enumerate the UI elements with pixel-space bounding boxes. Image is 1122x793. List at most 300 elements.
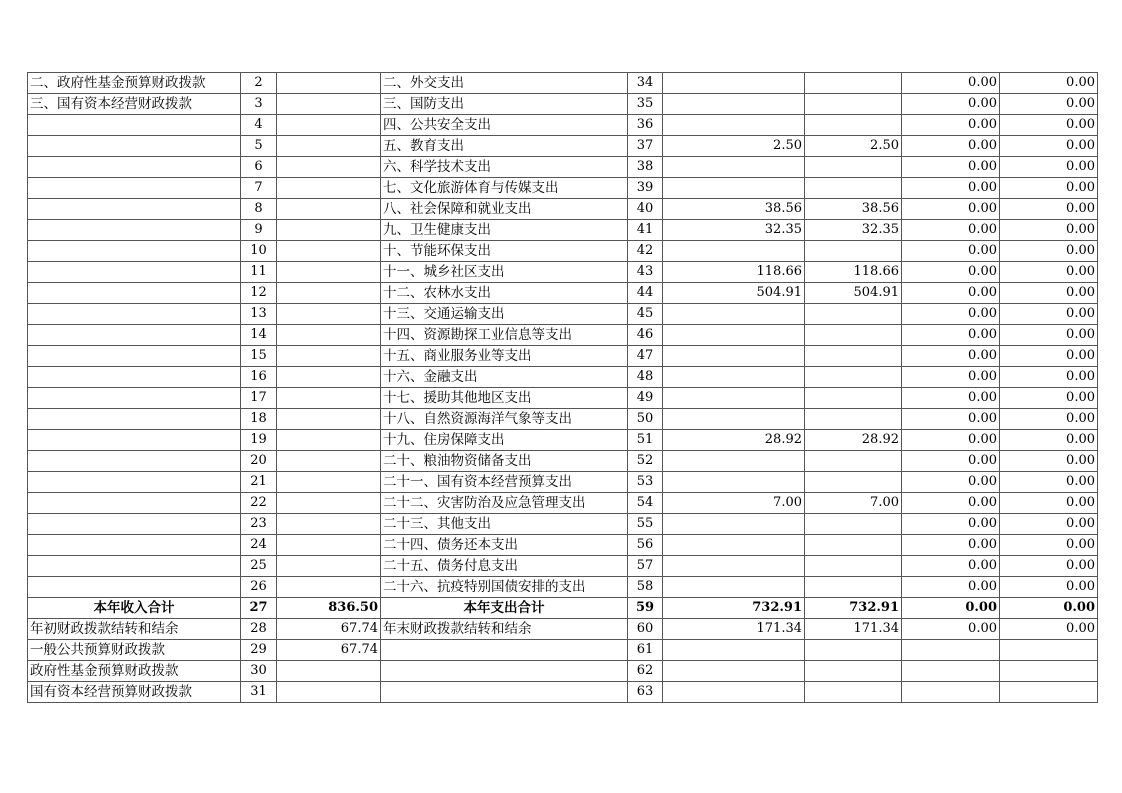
table-row: [28, 598, 1098, 619]
expense-row-number: 54: [628, 493, 663, 514]
expense-general-budget-amount: 32.35: [805, 220, 902, 241]
expense-item-label: 二十三、其他支出: [381, 514, 628, 535]
expense-item-label: 十三、交通运输支出: [381, 304, 628, 325]
income-amount: [277, 262, 381, 283]
expense-row-number: 34: [628, 73, 663, 94]
income-amount: [277, 493, 381, 514]
expense-total-amount: 504.91: [663, 283, 805, 304]
expense-item-label: 二十四、债务还本支出: [381, 535, 628, 556]
income-row-number: 17: [241, 388, 277, 409]
expense-row-number: 58: [628, 577, 663, 598]
income-item-label: 年初财政拨款结转和结余: [28, 619, 241, 640]
expense-item-label: 二十一、国有资本经营预算支出: [381, 472, 628, 493]
income-amount: [277, 346, 381, 367]
table-row: [28, 241, 1098, 262]
income-amount: [277, 157, 381, 178]
table-row: [28, 367, 1098, 388]
table-row: [28, 73, 1098, 94]
expense-total-amount: [663, 73, 805, 94]
expense-item-label: 十六、金融支出: [381, 367, 628, 388]
expense-fund-budget-amount: [902, 682, 1000, 703]
expense-total-amount: 32.35: [663, 220, 805, 241]
expense-total-amount: 732.91: [663, 598, 805, 619]
income-item-label: [28, 157, 241, 178]
expense-state-capital-amount: 0.00: [1000, 514, 1098, 535]
expense-fund-budget-amount: 0.00: [902, 304, 1000, 325]
income-amount: [277, 409, 381, 430]
income-row-number: 23: [241, 514, 277, 535]
income-row-number: 13: [241, 304, 277, 325]
expense-row-number: 43: [628, 262, 663, 283]
expense-general-budget-amount: [805, 388, 902, 409]
expense-fund-budget-amount: 0.00: [902, 472, 1000, 493]
expense-row-number: 62: [628, 661, 663, 682]
expense-total-amount: [663, 640, 805, 661]
expense-general-budget-amount: 38.56: [805, 199, 902, 220]
income-item-label: [28, 430, 241, 451]
table-row: [28, 577, 1098, 598]
expense-row-number: 46: [628, 325, 663, 346]
expense-item-label: 十五、商业服务业等支出: [381, 346, 628, 367]
expense-fund-budget-amount: 0.00: [902, 556, 1000, 577]
income-amount: 67.74: [277, 619, 381, 640]
expense-row-number: 40: [628, 199, 663, 220]
table-row: [28, 640, 1098, 661]
income-row-number: 5: [241, 136, 277, 157]
expense-general-budget-amount: [805, 94, 902, 115]
income-amount: [277, 115, 381, 136]
expense-general-budget-amount: [805, 367, 902, 388]
table-row: [28, 451, 1098, 472]
income-item-label: [28, 346, 241, 367]
income-item-label: [28, 493, 241, 514]
expense-general-budget-amount: [805, 304, 902, 325]
income-item-label: [28, 472, 241, 493]
expense-item-label: [381, 661, 628, 682]
expense-total-amount: [663, 325, 805, 346]
table-row: [28, 430, 1098, 451]
expense-row-number: 36: [628, 115, 663, 136]
income-item-label: [28, 199, 241, 220]
income-amount: [277, 304, 381, 325]
expense-fund-budget-amount: 0.00: [902, 325, 1000, 346]
table-row: [28, 325, 1098, 346]
income-row-number: 29: [241, 640, 277, 661]
expense-total-amount: [663, 178, 805, 199]
expense-total-amount: 7.00: [663, 493, 805, 514]
income-amount: [277, 472, 381, 493]
table-row: [28, 220, 1098, 241]
table-row: [28, 304, 1098, 325]
expense-item-label: 八、社会保障和就业支出: [381, 199, 628, 220]
income-amount: [277, 220, 381, 241]
expense-row-number: 35: [628, 94, 663, 115]
expense-row-number: 38: [628, 157, 663, 178]
expense-fund-budget-amount: [902, 661, 1000, 682]
income-amount: [277, 283, 381, 304]
income-amount: [277, 241, 381, 262]
expense-state-capital-amount: 0.00: [1000, 199, 1098, 220]
table-row: [28, 157, 1098, 178]
income-item-label: [28, 262, 241, 283]
expense-item-label: 二、外交支出: [381, 73, 628, 94]
expense-fund-budget-amount: 0.00: [902, 388, 1000, 409]
expense-state-capital-amount: 0.00: [1000, 619, 1098, 640]
income-item-label: [28, 115, 241, 136]
expense-row-number: 61: [628, 640, 663, 661]
expense-state-capital-amount: [1000, 661, 1098, 682]
expense-total-amount: 28.92: [663, 430, 805, 451]
expense-row-number: 48: [628, 367, 663, 388]
income-row-number: 28: [241, 619, 277, 640]
expense-item-label: 九、卫生健康支出: [381, 220, 628, 241]
expense-general-budget-amount: 7.00: [805, 493, 902, 514]
expense-state-capital-amount: 0.00: [1000, 304, 1098, 325]
expense-total-amount: 2.50: [663, 136, 805, 157]
table-row: [28, 556, 1098, 577]
table-row: [28, 262, 1098, 283]
expense-fund-budget-amount: 0.00: [902, 619, 1000, 640]
expense-general-budget-amount: [805, 472, 902, 493]
table-row: [28, 661, 1098, 682]
expense-state-capital-amount: 0.00: [1000, 451, 1098, 472]
expense-total-amount: [663, 94, 805, 115]
income-row-number: 2: [241, 73, 277, 94]
expense-general-budget-amount: [805, 661, 902, 682]
income-row-number: 27: [241, 598, 277, 619]
expense-total-amount: 171.34: [663, 619, 805, 640]
income-row-number: 15: [241, 346, 277, 367]
expense-general-budget-amount: [805, 73, 902, 94]
expense-state-capital-amount: 0.00: [1000, 430, 1098, 451]
expense-general-budget-amount: [805, 556, 902, 577]
expense-fund-budget-amount: 0.00: [902, 367, 1000, 388]
expense-general-budget-amount: [805, 682, 902, 703]
income-item-label: [28, 304, 241, 325]
income-item-label: 一般公共预算财政拨款: [28, 640, 241, 661]
expense-fund-budget-amount: 0.00: [902, 346, 1000, 367]
expense-item-label: 十八、自然资源海洋气象等支出: [381, 409, 628, 430]
expense-general-budget-amount: [805, 346, 902, 367]
expense-fund-budget-amount: 0.00: [902, 262, 1000, 283]
income-row-number: 24: [241, 535, 277, 556]
income-row-number: 9: [241, 220, 277, 241]
table-row: [28, 115, 1098, 136]
expense-state-capital-amount: 0.00: [1000, 598, 1098, 619]
expense-total-amount: [663, 346, 805, 367]
expense-state-capital-amount: 0.00: [1000, 493, 1098, 514]
table-row: [28, 493, 1098, 514]
expense-general-budget-amount: [805, 157, 902, 178]
expense-total-amount: [663, 304, 805, 325]
income-amount: [277, 514, 381, 535]
expense-state-capital-amount: 0.00: [1000, 577, 1098, 598]
expense-state-capital-amount: 0.00: [1000, 262, 1098, 283]
table-row: [28, 199, 1098, 220]
income-item-label: 二、政府性基金预算财政拨款: [28, 73, 241, 94]
expense-item-label: 二十六、抗疫特别国债安排的支出: [381, 577, 628, 598]
income-amount: [277, 94, 381, 115]
income-item-label: [28, 451, 241, 472]
income-row-number: 30: [241, 661, 277, 682]
table-row: [28, 346, 1098, 367]
table-row: [28, 682, 1098, 703]
income-row-number: 16: [241, 367, 277, 388]
expense-fund-budget-amount: 0.00: [902, 409, 1000, 430]
income-row-number: 25: [241, 556, 277, 577]
expense-state-capital-amount: 0.00: [1000, 388, 1098, 409]
expense-row-number: 57: [628, 556, 663, 577]
expense-general-budget-amount: 171.34: [805, 619, 902, 640]
income-item-label: 本年收入合计: [28, 598, 241, 619]
expense-state-capital-amount: 0.00: [1000, 325, 1098, 346]
income-row-number: 8: [241, 199, 277, 220]
income-item-label: [28, 535, 241, 556]
expense-row-number: 42: [628, 241, 663, 262]
expense-general-budget-amount: [805, 514, 902, 535]
expense-state-capital-amount: 0.00: [1000, 535, 1098, 556]
expense-row-number: 63: [628, 682, 663, 703]
table-row: [28, 514, 1098, 535]
expense-total-amount: [663, 157, 805, 178]
expense-row-number: 39: [628, 178, 663, 199]
income-item-label: [28, 367, 241, 388]
expense-total-amount: [663, 535, 805, 556]
table-row: [28, 94, 1098, 115]
income-row-number: 4: [241, 115, 277, 136]
expense-general-budget-amount: 732.91: [805, 598, 902, 619]
expense-row-number: 49: [628, 388, 663, 409]
expense-item-label: 本年支出合计: [381, 598, 628, 619]
expense-fund-budget-amount: 0.00: [902, 577, 1000, 598]
expense-item-label: 六、科学技术支出: [381, 157, 628, 178]
table-row: [28, 535, 1098, 556]
expense-general-budget-amount: [805, 115, 902, 136]
income-row-number: 11: [241, 262, 277, 283]
expense-total-amount: [663, 409, 805, 430]
expense-general-budget-amount: [805, 535, 902, 556]
expense-state-capital-amount: 0.00: [1000, 472, 1098, 493]
income-amount: [277, 451, 381, 472]
expense-item-label: 二十五、债务付息支出: [381, 556, 628, 577]
expense-item-label: 二十、粮油物资储备支出: [381, 451, 628, 472]
income-amount: [277, 325, 381, 346]
income-item-label: [28, 241, 241, 262]
income-amount: [277, 73, 381, 94]
expense-total-amount: [663, 556, 805, 577]
income-row-number: 18: [241, 409, 277, 430]
expense-row-number: 56: [628, 535, 663, 556]
expense-state-capital-amount: 0.00: [1000, 115, 1098, 136]
expense-row-number: 50: [628, 409, 663, 430]
expense-fund-budget-amount: 0.00: [902, 241, 1000, 262]
expense-general-budget-amount: [805, 451, 902, 472]
expense-state-capital-amount: 0.00: [1000, 346, 1098, 367]
expense-item-label: 十、节能环保支出: [381, 241, 628, 262]
expense-item-label: 十七、援助其他地区支出: [381, 388, 628, 409]
expense-item-label: [381, 682, 628, 703]
income-amount: 836.50: [277, 598, 381, 619]
expense-state-capital-amount: [1000, 682, 1098, 703]
expense-fund-budget-amount: 0.00: [902, 430, 1000, 451]
expense-general-budget-amount: [805, 577, 902, 598]
expense-item-label: 三、国防支出: [381, 94, 628, 115]
expense-item-label: [381, 640, 628, 661]
expense-item-label: 十一、城乡社区支出: [381, 262, 628, 283]
expense-total-amount: [663, 388, 805, 409]
income-item-label: [28, 220, 241, 241]
expense-general-budget-amount: [805, 409, 902, 430]
income-amount: [277, 661, 381, 682]
expense-item-label: 五、教育支出: [381, 136, 628, 157]
income-amount: [277, 556, 381, 577]
income-item-label: [28, 388, 241, 409]
expense-fund-budget-amount: 0.00: [902, 94, 1000, 115]
table-row: [28, 178, 1098, 199]
expense-row-number: 44: [628, 283, 663, 304]
expense-state-capital-amount: 0.00: [1000, 367, 1098, 388]
expense-general-budget-amount: [805, 178, 902, 199]
expense-row-number: 51: [628, 430, 663, 451]
income-amount: [277, 367, 381, 388]
income-row-number: 12: [241, 283, 277, 304]
table-row: [28, 388, 1098, 409]
expense-fund-budget-amount: 0.00: [902, 598, 1000, 619]
expense-item-label: 十九、住房保障支出: [381, 430, 628, 451]
expense-row-number: 52: [628, 451, 663, 472]
expense-row-number: 53: [628, 472, 663, 493]
expense-state-capital-amount: 0.00: [1000, 157, 1098, 178]
income-row-number: 26: [241, 577, 277, 598]
income-item-label: [28, 136, 241, 157]
income-item-label: 政府性基金预算财政拨款: [28, 661, 241, 682]
expense-total-amount: [663, 577, 805, 598]
income-row-number: 22: [241, 493, 277, 514]
expense-fund-budget-amount: 0.00: [902, 220, 1000, 241]
table-row: [28, 283, 1098, 304]
expense-total-amount: 38.56: [663, 199, 805, 220]
income-row-number: 19: [241, 430, 277, 451]
expense-total-amount: [663, 682, 805, 703]
expense-fund-budget-amount: 0.00: [902, 535, 1000, 556]
expense-general-budget-amount: [805, 325, 902, 346]
expense-state-capital-amount: 0.00: [1000, 136, 1098, 157]
table-body: [28, 73, 1098, 703]
expense-state-capital-amount: 0.00: [1000, 94, 1098, 115]
expense-general-budget-amount: 504.91: [805, 283, 902, 304]
expense-general-budget-amount: 28.92: [805, 430, 902, 451]
expense-total-amount: 118.66: [663, 262, 805, 283]
table-row: [28, 472, 1098, 493]
expense-general-budget-amount: [805, 640, 902, 661]
expense-fund-budget-amount: 0.00: [902, 493, 1000, 514]
expense-item-label: 七、文化旅游体育与传媒支出: [381, 178, 628, 199]
expense-item-label: 十四、资源勘探工业信息等支出: [381, 325, 628, 346]
income-row-number: 14: [241, 325, 277, 346]
expense-general-budget-amount: 118.66: [805, 262, 902, 283]
income-row-number: 20: [241, 451, 277, 472]
expense-state-capital-amount: 0.00: [1000, 178, 1098, 199]
income-amount: 67.74: [277, 640, 381, 661]
income-item-label: [28, 178, 241, 199]
expense-fund-budget-amount: 0.00: [902, 178, 1000, 199]
expense-state-capital-amount: [1000, 640, 1098, 661]
budget-table: [27, 72, 1098, 703]
expense-row-number: 47: [628, 346, 663, 367]
expense-total-amount: [663, 241, 805, 262]
expense-total-amount: [663, 514, 805, 535]
expense-state-capital-amount: 0.00: [1000, 241, 1098, 262]
income-row-number: 6: [241, 157, 277, 178]
expense-general-budget-amount: [805, 241, 902, 262]
expense-item-label: 年末财政拨款结转和结余: [381, 619, 628, 640]
income-amount: [277, 430, 381, 451]
expense-fund-budget-amount: 0.00: [902, 199, 1000, 220]
expense-state-capital-amount: 0.00: [1000, 73, 1098, 94]
income-row-number: 3: [241, 94, 277, 115]
expense-fund-budget-amount: 0.00: [902, 283, 1000, 304]
expense-state-capital-amount: 0.00: [1000, 283, 1098, 304]
expense-fund-budget-amount: 0.00: [902, 157, 1000, 178]
expense-fund-budget-amount: [902, 640, 1000, 661]
income-item-label: [28, 409, 241, 430]
income-item-label: [28, 283, 241, 304]
expense-row-number: 59: [628, 598, 663, 619]
table-row: [28, 619, 1098, 640]
income-row-number: 21: [241, 472, 277, 493]
expense-state-capital-amount: 0.00: [1000, 409, 1098, 430]
income-item-label: [28, 556, 241, 577]
expense-row-number: 41: [628, 220, 663, 241]
income-amount: [277, 577, 381, 598]
expense-row-number: 55: [628, 514, 663, 535]
expense-state-capital-amount: 0.00: [1000, 556, 1098, 577]
expense-row-number: 37: [628, 136, 663, 157]
expense-item-label: 四、公共安全支出: [381, 115, 628, 136]
income-amount: [277, 682, 381, 703]
expense-general-budget-amount: 2.50: [805, 136, 902, 157]
income-amount: [277, 199, 381, 220]
income-item-label: [28, 325, 241, 346]
table-row: [28, 136, 1098, 157]
expense-fund-budget-amount: 0.00: [902, 451, 1000, 472]
expense-fund-budget-amount: 0.00: [902, 514, 1000, 535]
expense-item-label: 二十二、灾害防治及应急管理支出: [381, 493, 628, 514]
expense-fund-budget-amount: 0.00: [902, 136, 1000, 157]
expense-total-amount: [663, 661, 805, 682]
income-item-label: [28, 514, 241, 535]
income-amount: [277, 535, 381, 556]
income-row-number: 10: [241, 241, 277, 262]
expense-total-amount: [663, 451, 805, 472]
income-row-number: 31: [241, 682, 277, 703]
income-item-label: [28, 577, 241, 598]
expense-fund-budget-amount: 0.00: [902, 115, 1000, 136]
income-item-label: 三、国有资本经营财政拨款: [28, 94, 241, 115]
income-amount: [277, 178, 381, 199]
income-row-number: 7: [241, 178, 277, 199]
income-item-label: 国有资本经营预算财政拨款: [28, 682, 241, 703]
expense-item-label: 十二、农林水支出: [381, 283, 628, 304]
expense-total-amount: [663, 115, 805, 136]
expense-fund-budget-amount: 0.00: [902, 73, 1000, 94]
expense-row-number: 45: [628, 304, 663, 325]
table-row: [28, 409, 1098, 430]
expense-state-capital-amount: 0.00: [1000, 220, 1098, 241]
expense-total-amount: [663, 367, 805, 388]
income-amount: [277, 388, 381, 409]
expense-row-number: 60: [628, 619, 663, 640]
